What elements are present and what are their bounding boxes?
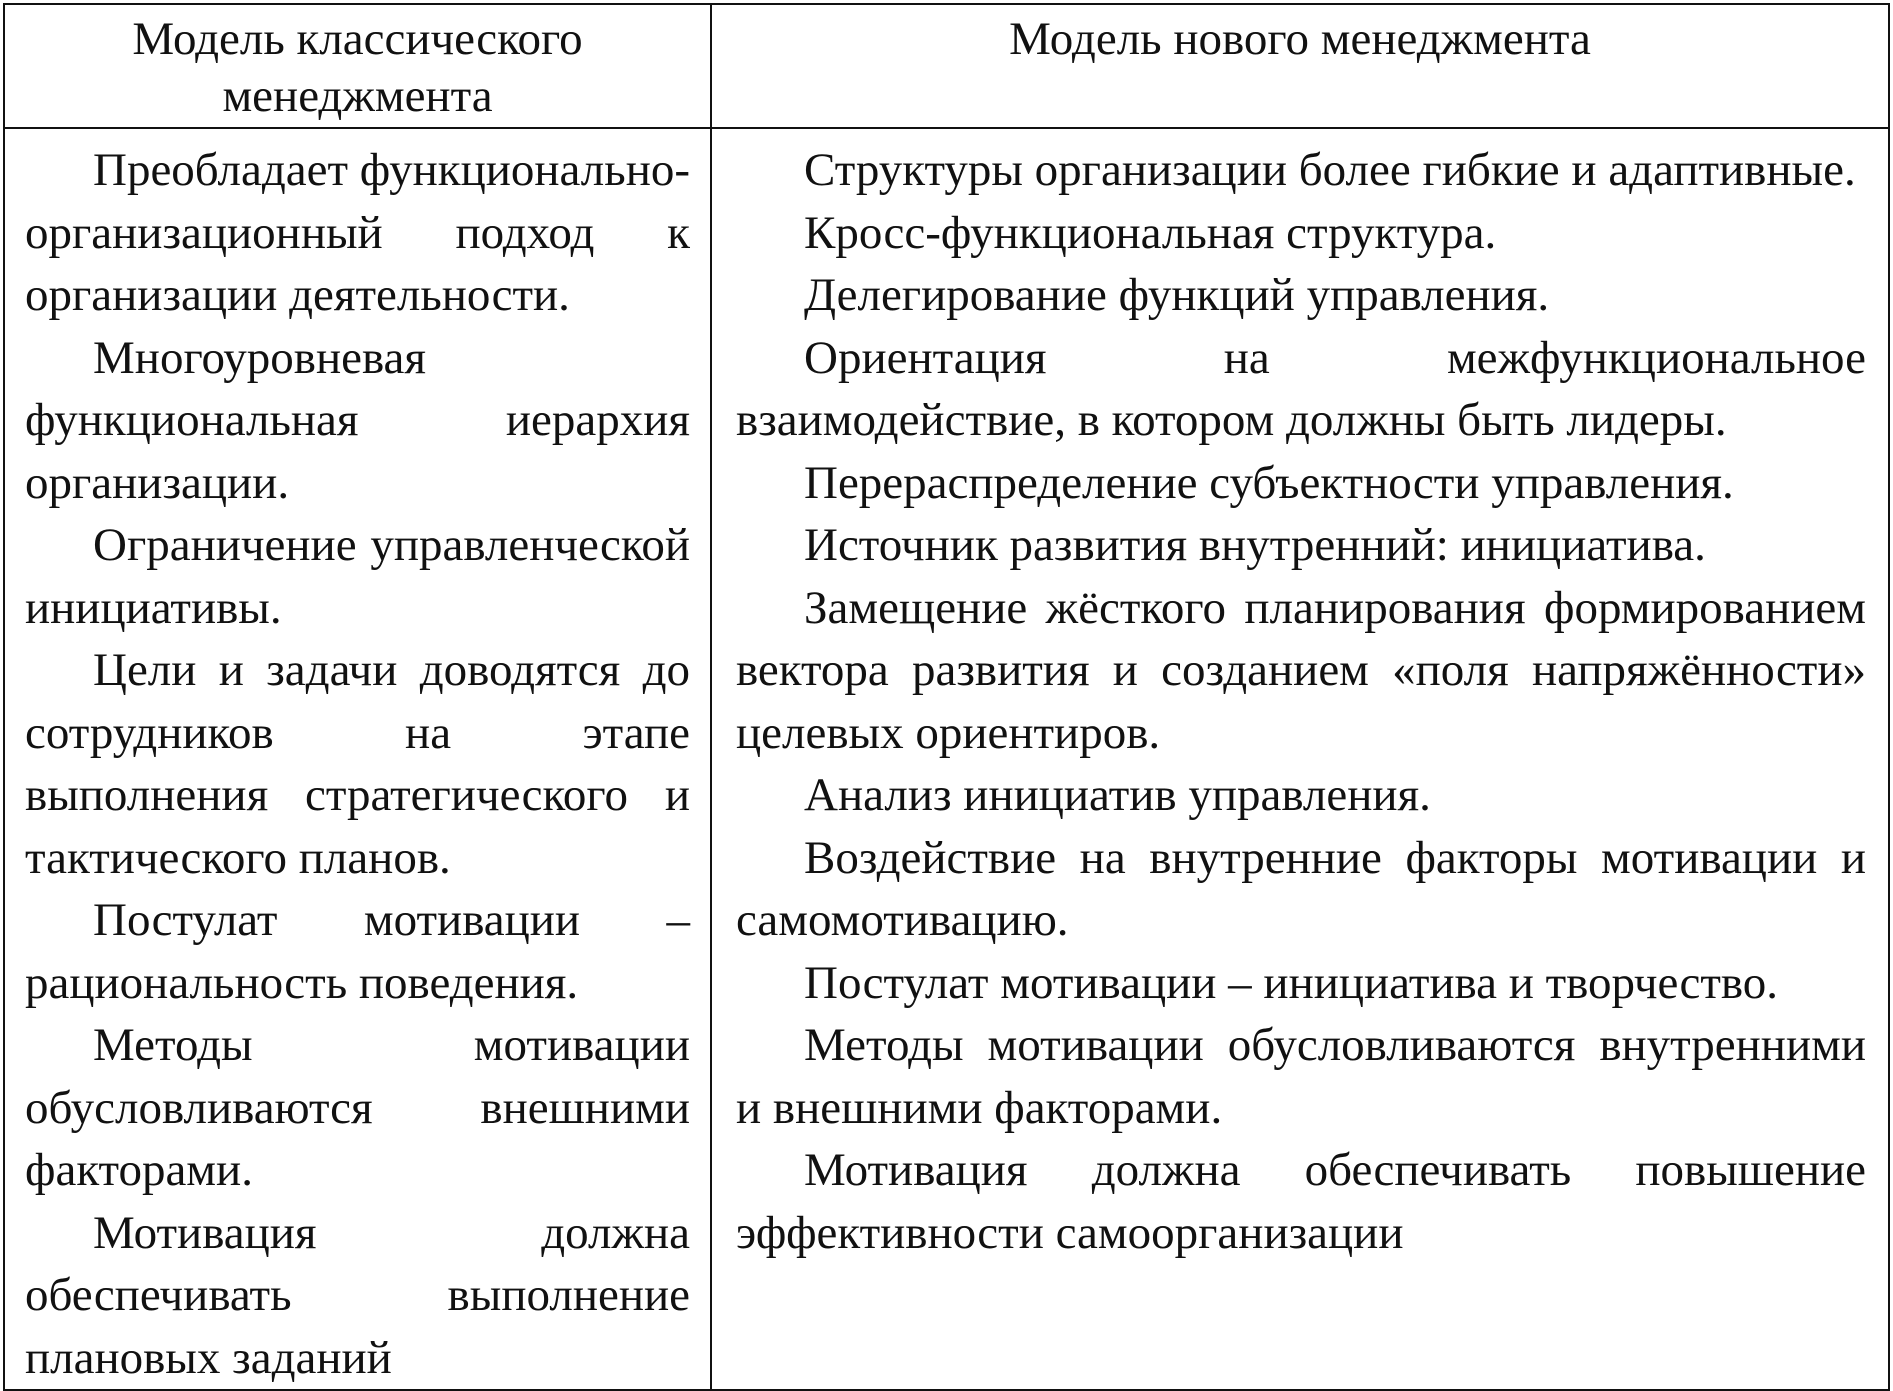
new-item: Делегирование функций управления. [804, 269, 1550, 321]
new-item: Постулат мотивации – инициатива и творчество. [804, 956, 1779, 1009]
table-header-row [4, 4, 1889, 128]
header-new-text: Модель нового менеджмента [1009, 13, 1591, 65]
classic-item: Методы мотивации обусловливаются внешними факторами. [25, 1019, 690, 1196]
classic-item: Постулат мотивации – рациональность поведения. [25, 894, 690, 1009]
classic-item: Многоуровневая функциональная иерархия организации. [25, 331, 690, 509]
new-item: Методы мотивации обусловливаются внутренними и внешними факторами. [736, 1019, 1866, 1134]
comparison-table [3, 3, 1890, 1391]
new-management-column [711, 128, 1889, 1390]
classic-item: Ограничение управленческой инициативы. [25, 519, 690, 634]
classic-management-column [4, 128, 711, 1390]
classic-item: Мотивация должна обеспечивать выполнение плановых заданий [25, 1206, 690, 1384]
new-item: Структуры организации более гибкие и адаптивные. [804, 144, 1856, 196]
classic-item: Преобладает функционально-организационный подход к организации деятельности. [25, 144, 690, 321]
new-item: Анализ инициатив управления. [804, 769, 1431, 821]
new-item: Ориентация на межфункциональное взаимодействие, в котором должны быть лидеры. [736, 331, 1866, 446]
new-item: Замещение жёсткого планирования формированием вектора развития и созданием «поля напряжённости» целевых ориентиров. [736, 581, 1866, 759]
new-item: Источник развития внутренний: инициатива. [804, 519, 1706, 571]
new-item: Воздействие на внутренние факторы мотивации и самомотивацию. [736, 831, 1866, 946]
table-body-row [4, 128, 1889, 1390]
header-classic-management [4, 4, 711, 128]
new-item: Перераспределение субъектности управления. [804, 456, 1734, 509]
header-new-management [711, 4, 1889, 128]
new-item: Мотивация должна обеспечивать повышение эффективности самоорганизации [736, 1144, 1866, 1259]
header-classic-text: Модель классического менеджмента [132, 13, 583, 122]
new-item: Кросс-функциональная структура. [804, 206, 1497, 259]
classic-item: Цели и задачи доводятся до сотрудников на этапе выполнения стратегического и тактического планов. [25, 644, 690, 884]
